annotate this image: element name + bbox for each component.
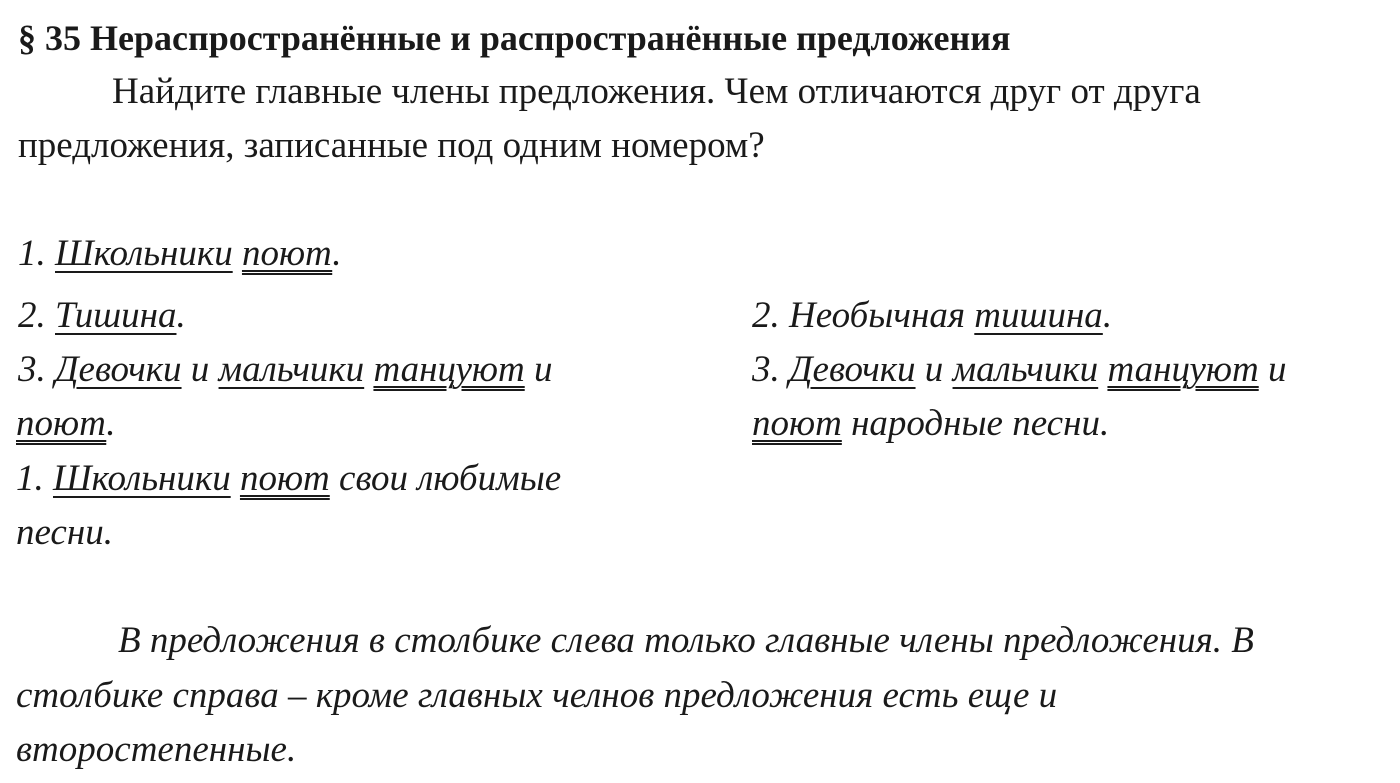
right-sentence-2	[752, 294, 1112, 338]
secondary-words: народные песни.	[841, 403, 1110, 444]
task-text-line-1: Найдите главные члены предложения. Чем отличаются друг от друга	[112, 71, 1201, 112]
secondary-words: свои любимые	[329, 458, 562, 499]
predicate-word: поют	[16, 403, 107, 444]
answer-line-3: второстепенные.	[16, 729, 297, 770]
answer-line-1: В предложения в столбике слева только главные члены предложения. В	[118, 620, 1254, 661]
subject-word: Девочки	[55, 349, 182, 390]
conjunction: и	[1258, 349, 1287, 390]
subject-word: Школьники	[55, 233, 233, 274]
subject-word: тишина	[974, 295, 1103, 336]
sentence-number: 1.	[16, 458, 53, 499]
right-sentence-3-continued	[752, 402, 1109, 446]
sentence-number: 1.	[18, 233, 55, 274]
sentence-number: 3.	[752, 349, 789, 390]
subject-word: мальчики	[952, 349, 1099, 390]
answer-line-2: столбике справа – кроме главных челнов предложения есть еще и	[16, 675, 1058, 716]
sentence-number: 2. Необычная	[752, 295, 975, 336]
sentence-number: 3.	[18, 349, 55, 390]
subject-word: Девочки	[789, 349, 916, 390]
left-sentence-1	[18, 232, 341, 276]
left-sentence-3	[18, 348, 552, 392]
punctuation: .	[332, 233, 342, 274]
left-sentence-2	[18, 294, 186, 338]
predicate-word: поют	[241, 233, 333, 274]
subject-word: Тишина	[55, 295, 177, 336]
space	[233, 233, 242, 274]
right-sentence-3	[752, 348, 1286, 392]
predicate-word: поют	[239, 458, 330, 499]
subject-word: мальчики	[218, 349, 365, 390]
punctuation: .	[176, 295, 186, 336]
left-sentence-3-continued	[16, 402, 116, 446]
subject-word: Школьники	[53, 458, 231, 499]
page-title: § 35 Нераспространённые и распространённые предложения	[18, 18, 1011, 58]
sentence-number: 2.	[18, 295, 55, 336]
conjunction: и	[524, 349, 553, 390]
punctuation: .	[106, 403, 116, 444]
predicate-word: танцуют	[1107, 349, 1259, 390]
space	[231, 458, 240, 499]
left-sentence-4-continued: песни.	[16, 512, 113, 553]
predicate-word: танцуют	[373, 349, 525, 390]
predicate-word: поют	[752, 403, 842, 444]
left-sentence-4	[16, 457, 561, 501]
task-text-line-2: предложения, записанные под одним номером?	[18, 125, 765, 166]
conjunction: и	[181, 349, 219, 390]
conjunction: и	[915, 349, 953, 390]
punctuation: .	[1102, 295, 1113, 336]
